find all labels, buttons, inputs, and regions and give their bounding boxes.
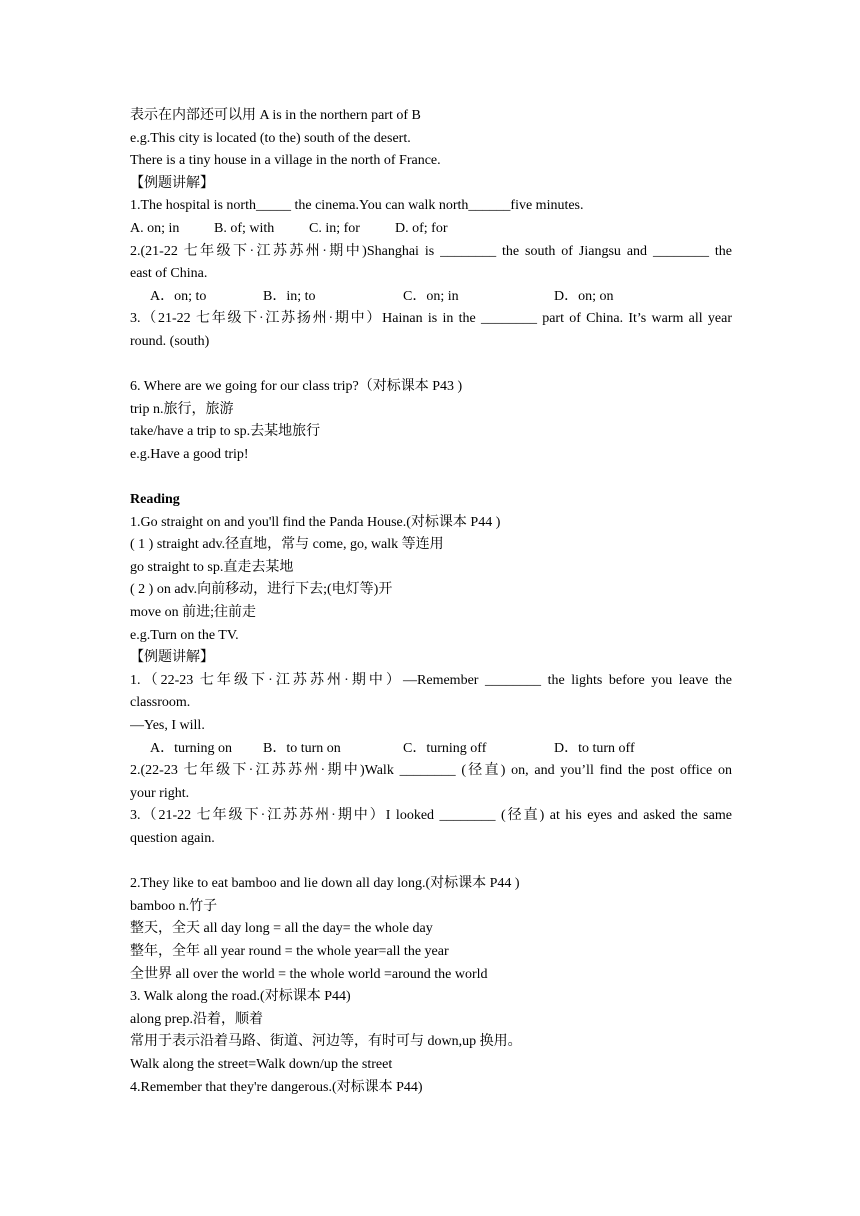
option-c: C．turning off bbox=[403, 740, 487, 756]
text-line: 全世界 all over the world = the whole world =around the world bbox=[130, 966, 488, 982]
text-line: 整天，全天 all day long = all the day= the whole day bbox=[130, 921, 433, 937]
text-line: 3. Walk along the road.(对标课本 P44) bbox=[130, 989, 351, 1005]
text-line: Walk along the street=Walk down/up the street bbox=[130, 1056, 393, 1072]
text-line: trip n.旅行，旅游 bbox=[130, 401, 234, 417]
text-line: move on 前进;往前走 bbox=[130, 605, 256, 621]
question-text: 2.(22-23 七年级下·江苏苏州·期中)Walk ________ (径直) on, and you’ll find the post office on bbox=[130, 763, 732, 779]
answer-options bbox=[130, 286, 732, 309]
question-text: —Yes, I will. bbox=[130, 718, 205, 734]
text-line: 表示在内部还可以用 A is in the northern part of B bbox=[130, 108, 421, 123]
question-text: 1.（22-23 七年级下·江苏苏州·期中）—Remember ________ the lights before you leave the bbox=[130, 672, 732, 688]
option-d: D. of; for bbox=[395, 220, 448, 236]
text-line: e.g.Turn on the TV. bbox=[130, 627, 239, 643]
question-text: east of China. bbox=[130, 266, 208, 282]
text-line: 6. Where are we going for our class trip?（对标课本 P43 ) bbox=[130, 379, 463, 395]
option-a: A．on; to bbox=[150, 288, 207, 304]
option-a: A. on; in bbox=[130, 220, 180, 236]
text-line: ( 2 ) on adv.向前移动，进行下去;(电灯等)开 bbox=[130, 582, 393, 598]
text-line: 常用于表示沿着马路、街道、河边等，有时可与 down,up 换用。 bbox=[130, 1034, 522, 1050]
question-text: 3.（21-22 七年级下·江苏扬州·期中）Hainan is in the ________ part of China. It’s warm all year bbox=[130, 311, 732, 327]
text-line: take/have a trip to sp.去某地旅行 bbox=[130, 424, 321, 440]
section-heading: 【例题讲解】 bbox=[130, 175, 214, 191]
text-line: go straight to sp.直走去某地 bbox=[130, 559, 294, 575]
text-line: There is a tiny house in a village in the north of France. bbox=[130, 153, 441, 169]
option-b: B. of; with bbox=[214, 220, 275, 236]
text-line: 4.Remember that they're dangerous.(对标课本 P44) bbox=[130, 1079, 423, 1095]
text-line: ( 1 ) straight adv.径直地，常与 come, go, walk 等连用 bbox=[130, 537, 444, 553]
text-line: e.g.This city is located (to the) south of the desert. bbox=[130, 130, 411, 146]
option-c: C. in; for bbox=[309, 220, 360, 236]
option-b: B．to turn on bbox=[263, 740, 341, 756]
option-a: A．turning on bbox=[150, 740, 233, 756]
question-text: 1.The hospital is north_____ the cinema.You can walk north______five minutes. bbox=[130, 198, 584, 214]
text-line: 1.Go straight on and you'll find the Panda House.(对标课本 P44 ) bbox=[130, 514, 501, 530]
text-line: e.g.Have a good trip! bbox=[130, 446, 249, 462]
text-line: along prep.沿着，顺着 bbox=[130, 1011, 263, 1027]
question-text: round. (south) bbox=[130, 333, 210, 349]
option-d: D．to turn off bbox=[554, 740, 635, 756]
document-page bbox=[130, 105, 732, 1099]
answer-options bbox=[130, 738, 732, 761]
section-heading: 【例题讲解】 bbox=[130, 650, 214, 666]
question-text: 3.（21-22 七年级下·江苏苏州·期中）I looked ________ (径直) at his eyes and asked the same bbox=[130, 808, 732, 824]
text-line: 整年，全年 all year round = the whole year=all the year bbox=[130, 943, 449, 959]
text-line: bamboo n.竹子 bbox=[130, 898, 218, 914]
text-line: 2.They like to eat bamboo and lie down all day long.(对标课本 P44 ) bbox=[130, 876, 520, 892]
question-text: your right. bbox=[130, 785, 190, 801]
option-c: C．on; in bbox=[403, 288, 459, 304]
option-d: D．on; on bbox=[554, 288, 614, 304]
question-text: question again. bbox=[130, 831, 215, 846]
section-heading-reading: Reading bbox=[130, 492, 180, 508]
question-text: 2.(21-22 七年级下·江苏苏州·期中)Shanghai is ________ the south of Jiangsu and ________ the bbox=[130, 243, 732, 259]
answer-options bbox=[130, 218, 732, 241]
question-text: classroom. bbox=[130, 695, 191, 711]
option-b: B．in; to bbox=[263, 288, 316, 304]
